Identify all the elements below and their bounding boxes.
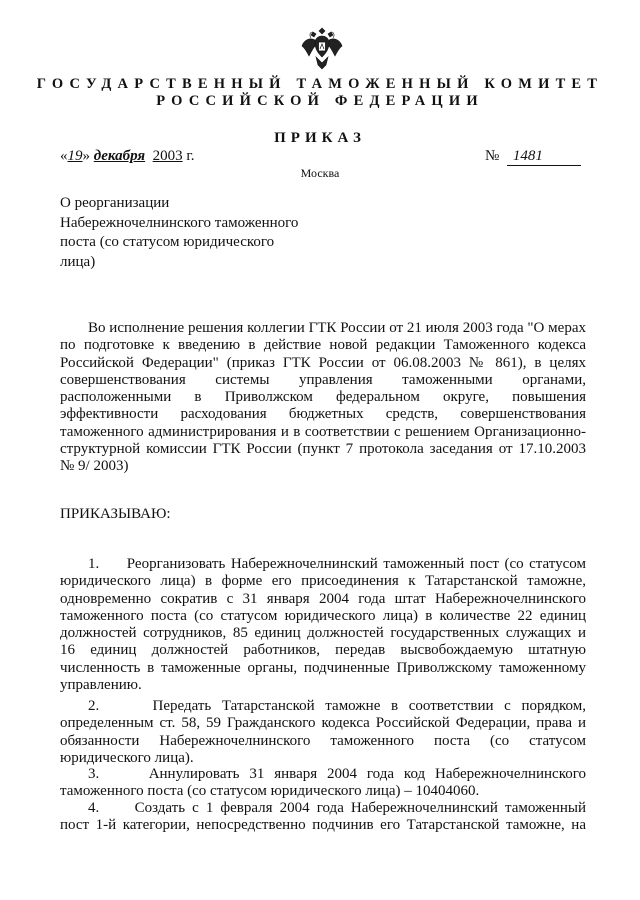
date-close-quote: » — [82, 148, 90, 164]
preamble-line: № 9/ 2003) — [60, 458, 129, 475]
document-number — [485, 148, 581, 166]
order-word: ПРИКАЗЫВАЮ: — [60, 506, 171, 522]
date-month: декабря — [93, 148, 146, 164]
number-value: 1481 — [507, 148, 581, 166]
item-line: таможенного поста (со статусом юридического лица) – 10404060. — [60, 783, 480, 800]
item-number: 2. — [88, 698, 100, 714]
item-first-line — [60, 766, 586, 783]
preamble-line: по подготовке к введению в действие новой редакции Таможенного кодекса — [60, 337, 586, 354]
item-number: 3. — [88, 766, 100, 782]
item-line: пост 1-й категории, непосредственно подчинив его Татарстанской таможне, на — [60, 817, 586, 834]
preamble-line: Российской Федерации" (приказ ГТК России от 06.08.2003 № 861), в целях — [60, 354, 586, 371]
item-line: должностей сотрудников, 85 единиц должностей государственных служащих и — [60, 625, 586, 642]
preamble-line: таможенного администрирования и в соответствии с решением Организационно- — [60, 423, 586, 440]
order-item-1 — [60, 556, 586, 694]
item-line: 16 единиц должностей работников, передав высвобождаемую штатную — [60, 642, 586, 659]
order-item-3 — [60, 766, 586, 801]
item-text: Аннулировать 31 января 2004 года код Набережночелнинского — [148, 766, 587, 782]
number-label: № — [485, 148, 500, 164]
item-line: определенным ст. 58, 59 Гражданского кодекса Российской Федерации, права и — [60, 715, 586, 732]
preamble-line: структурной комиссии ГТК России (пункт 7 протокола заседания от 17.10.2003 — [60, 441, 586, 458]
item-text: Передать Татарстанской таможне в соответствии с порядком, — [152, 698, 586, 714]
item-text: Реорганизовать Набережночелнинский таможенный пост (со статусом — [126, 556, 587, 572]
item-line: обязанности Набережночелнинского таможенного поста (со статусом — [60, 732, 586, 749]
order-item-2 — [60, 698, 586, 767]
subject-line: Набережночелнинского таможенного — [60, 214, 299, 231]
item-line: таможенного поста (со статусом юридического лица) в количестве 22 единиц — [60, 607, 586, 624]
preamble-line: совершенствования системы управления таможенными органами, — [60, 371, 586, 388]
item-first-line — [60, 698, 586, 715]
date-suffix: г. — [186, 148, 195, 164]
russian-eagle-emblem-icon — [299, 24, 345, 72]
document-subject — [60, 194, 298, 272]
item-line: управлению. — [60, 677, 142, 694]
item-line: одновременно сократив с 31 января 2004 года штат Набережночелнинского — [60, 590, 586, 607]
document-type-title: ПРИКАЗ — [274, 130, 366, 146]
item-number: 1. — [88, 556, 100, 572]
item-line: юридического лица) в форме его присоединения к Татарстанской таможне, — [60, 573, 586, 590]
document-date — [60, 148, 195, 165]
item-line: юридического лица). — [60, 749, 194, 766]
item-first-line — [60, 800, 586, 817]
item-text: Создать с 1 февраля 2004 года Набережночелнинский таможенный — [134, 800, 586, 816]
subject-line: О реорганизации — [60, 195, 170, 211]
item-line: численность в таможенные органы, подчиненные Приволжскому таможенному — [60, 659, 586, 676]
preamble-line: эффективности расходования бюджетных средств, совершенствования — [60, 406, 586, 423]
organization-name-line-1: ГОСУДАРСТВЕННЫЙ ТАМОЖЕННЫЙ КОМИТЕТ — [36, 76, 604, 92]
organization-name-line-2: РОССИЙСКОЙ ФЕДЕРАЦИИ — [156, 93, 484, 109]
preamble-line: Во исполнение решения коллегии ГТК России от 21 июля 2003 года "О мерах — [88, 320, 586, 336]
order-item-4 — [60, 800, 586, 835]
date-day: 19 — [67, 148, 83, 164]
subject-line: поста (со статусом юридического — [60, 234, 275, 250]
item-number: 4. — [88, 800, 100, 816]
date-open-quote: « — [60, 148, 68, 164]
date-year: 2003 — [152, 148, 183, 164]
item-first-line — [60, 556, 586, 573]
document-city: Москва — [300, 166, 340, 180]
preamble-paragraph — [60, 320, 586, 476]
preamble-line: расположенными в Приволжском федеральном округе, повышения — [60, 389, 586, 406]
subject-line: лица) — [60, 253, 96, 270]
